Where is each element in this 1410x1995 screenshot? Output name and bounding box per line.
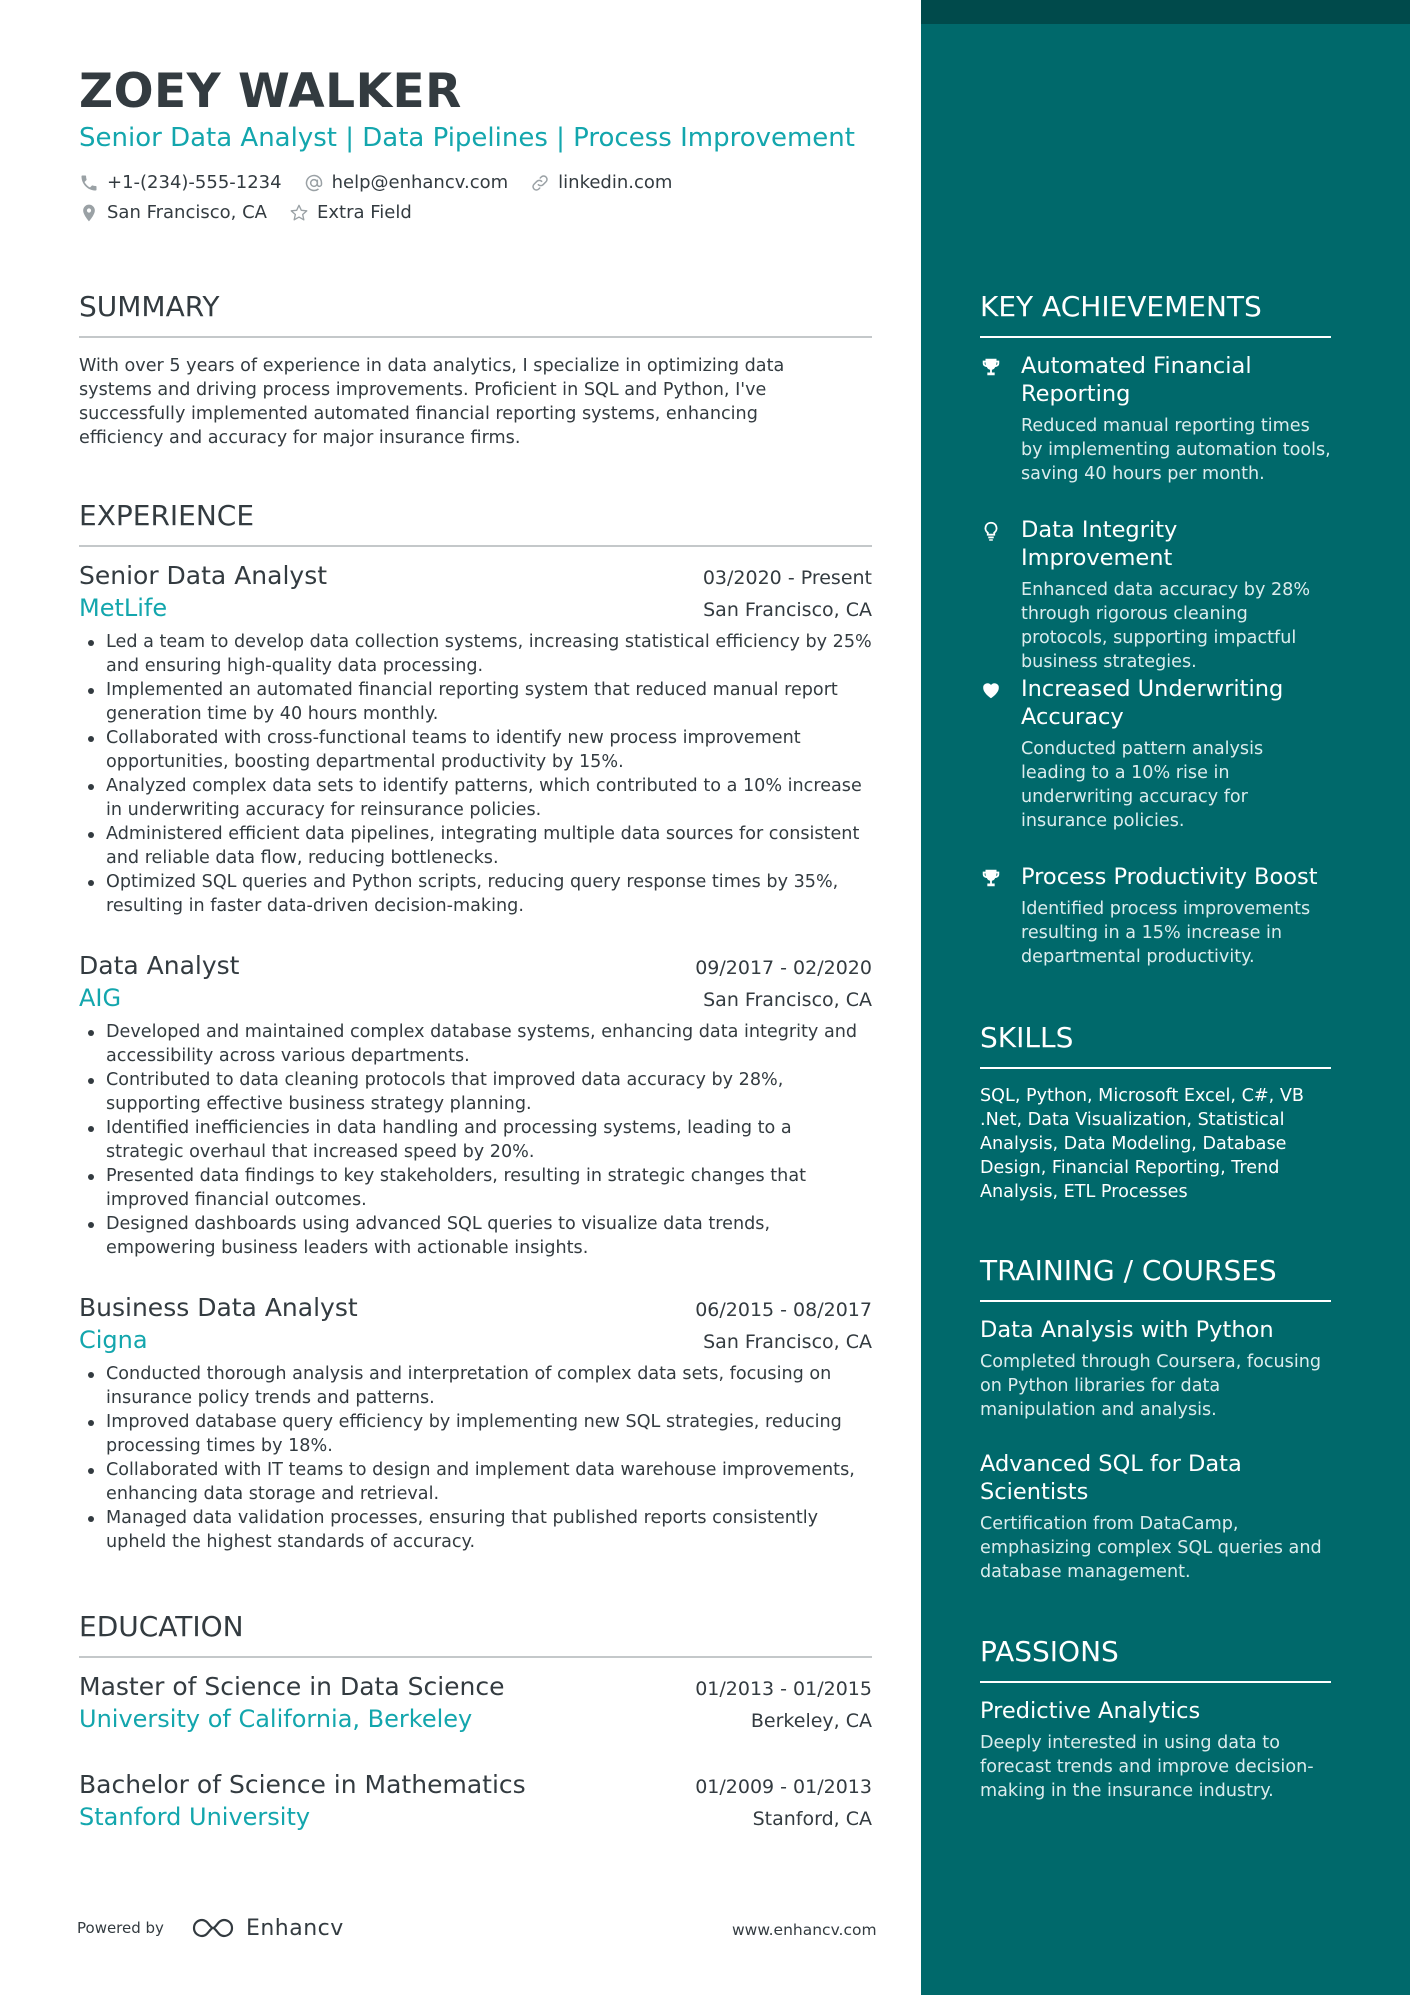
passions-divider bbox=[980, 1681, 1331, 1683]
contact-linkedin[interactable] bbox=[530, 172, 672, 193]
job-dates: 06/2015 - 08/2017 bbox=[695, 1299, 872, 1321]
link-icon bbox=[530, 173, 550, 193]
education-item bbox=[79, 1671, 872, 1735]
candidate-name: ZOEY WALKER bbox=[79, 64, 462, 119]
heart-icon bbox=[980, 679, 1002, 701]
bullet-item: Led a team to develop data collection systems, increasing statistical efficiency by 25% and ensuring high-quality data processing. bbox=[79, 630, 872, 678]
achievements-heading: KEY ACHIEVEMENTS bbox=[980, 290, 1262, 323]
contact-row-1 bbox=[79, 172, 694, 193]
bullet-item: Identified inefficiencies in data handling and processing systems, leading to a strategic overhaul that increased speed by 20%. bbox=[79, 1116, 872, 1164]
achievement-title: Data Integrity Improvement bbox=[1021, 517, 1178, 571]
summary-text: With over 5 years of experience in data analytics, I specialize in optimizing data systems and driving process improvements. Proficient in SQL and Python, I've successfully implemented automated financial reporting systems, enhancing efficiency and accuracy for major insurance firms. bbox=[79, 356, 785, 448]
contact-phone[interactable] bbox=[79, 172, 282, 193]
summary-divider bbox=[79, 336, 872, 338]
trophy-icon bbox=[980, 356, 1002, 378]
passion-item bbox=[980, 1697, 1330, 1803]
candidate-headline: Senior Data Analyst | Data Pipelines | Process Improvement bbox=[79, 123, 855, 153]
footer-url[interactable]: www.enhancv.com bbox=[732, 1921, 877, 1939]
job-title: Business Data Analyst bbox=[79, 1293, 358, 1322]
experience-item bbox=[79, 950, 872, 1260]
achievement-item bbox=[980, 516, 1330, 674]
course-desc: Certification from DataCamp, emphasizing complex SQL queries and database management. bbox=[980, 1514, 1322, 1582]
bullet-item: Managed data validation processes, ensuring that published reports consistently upheld the highest standards of accuracy. bbox=[79, 1506, 872, 1554]
skills-divider bbox=[980, 1067, 1331, 1069]
achievement-item bbox=[980, 675, 1330, 833]
school-location: Stanford, CA bbox=[752, 1808, 872, 1830]
skills-heading: SKILLS bbox=[980, 1021, 1074, 1054]
achievement-desc: Identified process improvements resulting in a 15% increase in departmental productivity. bbox=[1021, 899, 1311, 967]
school-location: Berkeley, CA bbox=[750, 1710, 872, 1732]
job-bullets bbox=[79, 1020, 872, 1260]
trophy-icon bbox=[980, 867, 1002, 889]
contact-row-2 bbox=[79, 202, 434, 223]
passion-title: Predictive Analytics bbox=[980, 1698, 1201, 1724]
achievement-item bbox=[980, 352, 1330, 486]
passions-heading: PASSIONS bbox=[980, 1635, 1119, 1668]
course-desc: Completed through Coursera, focusing on Python libraries for data manipulation and analysis. bbox=[980, 1352, 1322, 1420]
course-title: Data Analysis with Python bbox=[980, 1317, 1274, 1343]
training-divider bbox=[980, 1300, 1331, 1302]
bullet-item: Designed dashboards using advanced SQL queries to visualize data trends, empowering business leaders with actionable insights. bbox=[79, 1212, 872, 1260]
bullet-item: Presented data findings to key stakeholders, resulting in strategic changes that improved financial outcomes. bbox=[79, 1164, 872, 1212]
bullet-item: Analyzed complex data sets to identify patterns, which contributed to a 10% increase in underwriting accuracy for reinsurance policies. bbox=[79, 774, 872, 822]
bullet-item: Implemented an automated financial reporting system that reduced manual report generation time by 40 hours monthly. bbox=[79, 678, 872, 726]
phone-icon bbox=[79, 173, 99, 193]
linkedin-text: linkedin.com bbox=[558, 172, 673, 193]
contact-extra bbox=[289, 202, 412, 223]
bullet-item: Collaborated with cross-functional teams to identify new process improvement opportunities, boosting departmental productivity by 15%. bbox=[79, 726, 872, 774]
course-item bbox=[980, 1450, 1330, 1584]
education-item bbox=[79, 1769, 872, 1833]
job-dates: 03/2020 - Present bbox=[702, 567, 872, 589]
company-name: MetLife bbox=[79, 594, 168, 622]
lightbulb-icon bbox=[980, 520, 1002, 542]
extra-field-text: Extra Field bbox=[316, 202, 412, 223]
bullet-item: Improved database query efficiency by implementing new SQL strategies, reducing processing times by 18%. bbox=[79, 1410, 872, 1458]
achievement-desc: Conducted pattern analysis leading to a 10% rise in underwriting accuracy for insurance policies. bbox=[1021, 739, 1264, 831]
achievement-desc: Enhanced data accuracy by 28% through rigorous cleaning protocols, supporting impactful business strategies. bbox=[1021, 580, 1311, 672]
course-title: Advanced SQL for Data Scientists bbox=[980, 1451, 1242, 1505]
training-heading: TRAINING / COURSES bbox=[980, 1254, 1277, 1287]
skills-text: SQL, Python, Microsoft Excel, C#, VB .Net, Data Visualization, Statistical Analysis, Data Modeling, Database Design, Financial Reporting, Trend Analysis, ETL Processes bbox=[980, 1086, 1304, 1202]
bullet-item: Collaborated with IT teams to design and implement data warehouse improvements, enhancing data storage and retrieval. bbox=[79, 1458, 872, 1506]
at-icon bbox=[304, 173, 324, 193]
degree-title: Master of Science in Data Science bbox=[79, 1672, 505, 1701]
experience-item bbox=[79, 560, 872, 918]
course-item bbox=[980, 1316, 1330, 1422]
phone-text: +1-(234)-555-1234 bbox=[107, 172, 282, 193]
bullet-item: Contributed to data cleaning protocols that improved data accuracy by 28%, supporting effective business strategy planning. bbox=[79, 1068, 872, 1116]
achievement-item bbox=[980, 863, 1330, 969]
enhancv-brand-name: Enhancv bbox=[245, 1915, 344, 1941]
job-dates: 09/2017 - 02/2020 bbox=[695, 957, 872, 979]
footer-branding bbox=[77, 1915, 344, 1941]
bullet-item: Conducted thorough analysis and interpretation of complex data sets, focusing on insurance policy trends and patterns. bbox=[79, 1362, 872, 1410]
job-location: San Francisco, CA bbox=[703, 599, 872, 621]
powered-by-label: Powered by bbox=[77, 1919, 164, 1937]
school-name: University of California, Berkeley bbox=[79, 1705, 473, 1733]
job-bullets bbox=[79, 1362, 872, 1554]
enhancv-logo-icon bbox=[190, 1915, 236, 1941]
experience-heading: EXPERIENCE bbox=[79, 499, 255, 532]
star-icon bbox=[289, 203, 309, 223]
job-bullets bbox=[79, 630, 872, 918]
job-title: Data Analyst bbox=[79, 951, 240, 980]
education-dates: 01/2009 - 01/2013 bbox=[695, 1776, 872, 1798]
achievements-divider bbox=[980, 336, 1331, 338]
bullet-item: Developed and maintained complex database systems, enhancing data integrity and accessibility across various departments. bbox=[79, 1020, 872, 1068]
sidebar-top-band bbox=[921, 0, 1410, 24]
location-text: San Francisco, CA bbox=[107, 202, 267, 223]
location-pin-icon bbox=[79, 203, 99, 223]
achievement-title: Automated Financial Reporting bbox=[1021, 353, 1252, 407]
experience-item bbox=[79, 1292, 872, 1554]
bullet-item: Administered efficient data pipelines, integrating multiple data sources for consistent and reliable data flow, reducing bottlenecks. bbox=[79, 822, 872, 870]
degree-title: Bachelor of Science in Mathematics bbox=[79, 1770, 526, 1799]
job-title: Senior Data Analyst bbox=[79, 561, 328, 590]
contact-location bbox=[79, 202, 267, 223]
school-name: Stanford University bbox=[79, 1803, 311, 1831]
company-name: AIG bbox=[79, 984, 122, 1012]
contact-email[interactable] bbox=[304, 172, 509, 193]
job-location: San Francisco, CA bbox=[703, 1331, 872, 1353]
job-location: San Francisco, CA bbox=[703, 989, 872, 1011]
passion-desc: Deeply interested in using data to forecast trends and improve decision-making in the insurance industry. bbox=[980, 1733, 1314, 1801]
summary-heading: SUMMARY bbox=[79, 290, 220, 323]
achievement-desc: Reduced manual reporting times by implementing automation tools, saving 40 hours per month. bbox=[1021, 416, 1331, 484]
education-divider bbox=[79, 1656, 872, 1658]
company-name: Cigna bbox=[79, 1326, 148, 1354]
experience-divider bbox=[79, 545, 872, 547]
achievement-title: Process Productivity Boost bbox=[1021, 864, 1318, 890]
education-heading: EDUCATION bbox=[79, 1610, 244, 1643]
bullet-item: Optimized SQL queries and Python scripts, reducing query response times by 35%, resulting in faster data-driven decision-making. bbox=[79, 870, 872, 918]
email-text: help@enhancv.com bbox=[331, 172, 509, 193]
education-dates: 01/2013 - 01/2015 bbox=[695, 1678, 872, 1700]
achievement-title: Increased Underwriting Accuracy bbox=[1021, 676, 1284, 730]
